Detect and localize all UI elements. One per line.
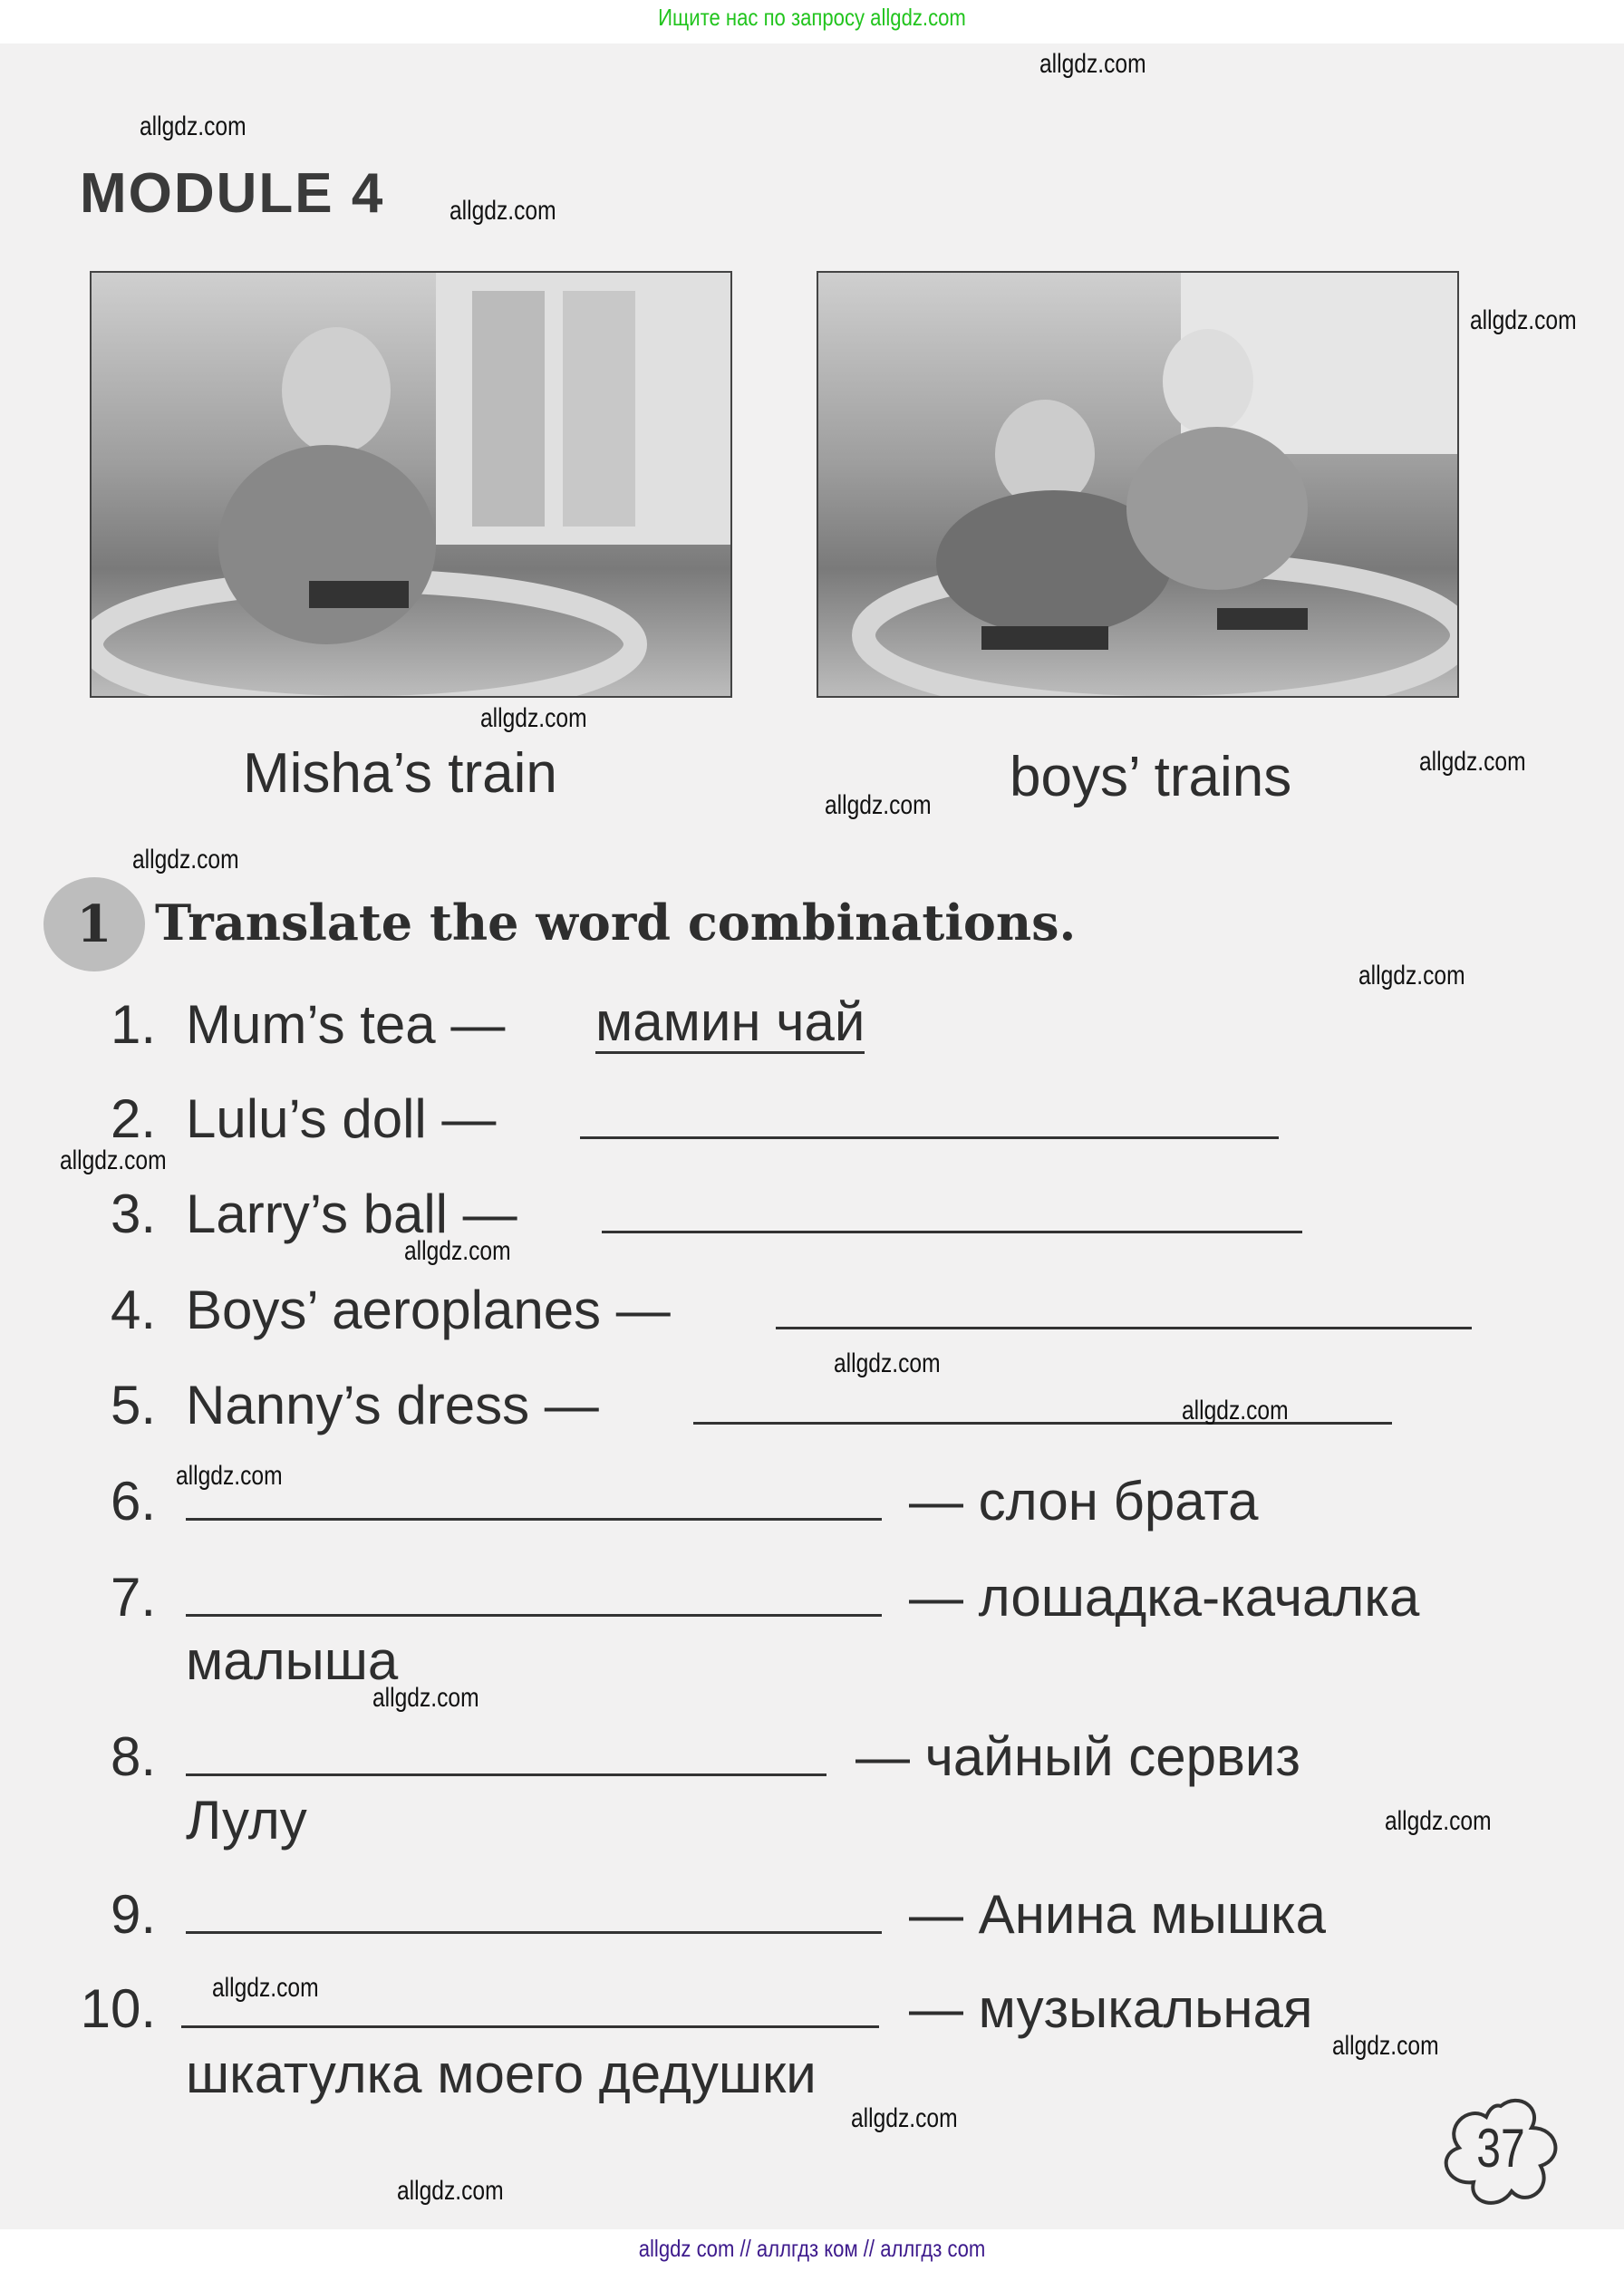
item-phrase: Mum’s tea — <box>186 994 506 1055</box>
watermark: allgdz.com <box>1385 1806 1492 1836</box>
watermark: allgdz.com <box>1039 49 1146 79</box>
answer-line[interactable] <box>186 1773 826 1776</box>
banner-text[interactable]: Ищите нас по запросу allgdz.com <box>658 4 966 31</box>
watermark: allgdz.com <box>1419 747 1526 777</box>
watermark: allgdz.com <box>450 196 556 226</box>
watermark: allgdz.com <box>1470 305 1577 335</box>
item-answer: мамин чай <box>595 991 865 1052</box>
watermark: allgdz.com <box>1332 2031 1439 2061</box>
watermark: allgdz.com <box>825 790 932 820</box>
watermark: allgdz.com <box>60 1145 167 1175</box>
item-number: 2. <box>110 1088 156 1149</box>
page-number-badge <box>1436 2095 1566 2211</box>
item-phrase-continued: шкатулка моего дедушки <box>186 2044 817 2104</box>
watermark: allgdz.com <box>1358 961 1465 991</box>
watermark: allgdz.com <box>372 1683 479 1713</box>
watermark: allgdz.com <box>140 111 246 141</box>
item-phrase: — лошадка-качалка <box>909 1567 1420 1628</box>
item-number: 6. <box>110 1471 156 1532</box>
exercise-instruction: Translate the word combinations. <box>155 894 1077 952</box>
watermark: allgdz.com <box>176 1461 283 1491</box>
item-phrase: Larry’s ball — <box>186 1184 517 1244</box>
item-phrase: Lulu’s doll — <box>186 1088 497 1149</box>
photo-boys-trains <box>817 271 1459 698</box>
caption-boys-trains: boys’ trains <box>1010 746 1292 808</box>
footer-text[interactable]: allgdz com // аллгдз ком // аллгдз com <box>638 2235 986 2262</box>
item-phrase-continued: Лулу <box>186 1790 307 1851</box>
watermark: allgdz.com <box>851 2103 958 2133</box>
item-number: 4. <box>110 1280 156 1340</box>
answer-line[interactable] <box>186 1614 882 1617</box>
answer-line[interactable] <box>181 2025 879 2028</box>
boys-with-trains-image <box>818 273 1459 698</box>
answer-line[interactable] <box>776 1327 1472 1329</box>
exercise-number-badge: 1 <box>44 877 145 971</box>
answer-line[interactable] <box>186 1518 882 1521</box>
photo-misha-train <box>90 271 732 698</box>
item-phrase: Boys’ aeroplanes — <box>186 1280 671 1340</box>
item-phrase: — музыкальная <box>909 1978 1313 2039</box>
item-number: 7. <box>110 1567 156 1628</box>
answer-line[interactable] <box>186 1931 882 1934</box>
item-number: 5. <box>110 1375 156 1435</box>
watermark: allgdz.com <box>404 1236 511 1266</box>
item-phrase: — чайный сервиз <box>856 1726 1300 1787</box>
module-title: MODULE 4 <box>80 162 385 225</box>
item-phrase: — слон брата <box>909 1471 1259 1532</box>
boy-with-train-image <box>92 273 732 698</box>
item-number: 3. <box>110 1184 156 1244</box>
watermark: allgdz.com <box>1182 1396 1289 1425</box>
watermark: allgdz.com <box>212 1973 319 2003</box>
answer-line[interactable] <box>580 1136 1279 1139</box>
bottom-banner <box>0 2231 1624 2271</box>
item-number: 10. <box>80 1978 156 2039</box>
item-number: 8. <box>110 1726 156 1787</box>
item-phrase: Nanny’s dress — <box>186 1375 599 1435</box>
caption-misha-train: Misha’s train <box>243 742 557 805</box>
watermark: allgdz.com <box>132 845 239 875</box>
item-phrase: — Анина мышка <box>909 1884 1326 1945</box>
watermark: allgdz.com <box>480 703 587 733</box>
answer-line[interactable] <box>602 1231 1302 1233</box>
item-number: 9. <box>110 1884 156 1945</box>
page-number: 37 <box>1476 2118 1525 2179</box>
top-banner <box>0 0 1624 40</box>
watermark: allgdz.com <box>834 1348 941 1378</box>
watermark: allgdz.com <box>397 2176 504 2206</box>
item-phrase-continued: малыша <box>186 1630 399 1691</box>
item-number: 1. <box>110 994 156 1055</box>
